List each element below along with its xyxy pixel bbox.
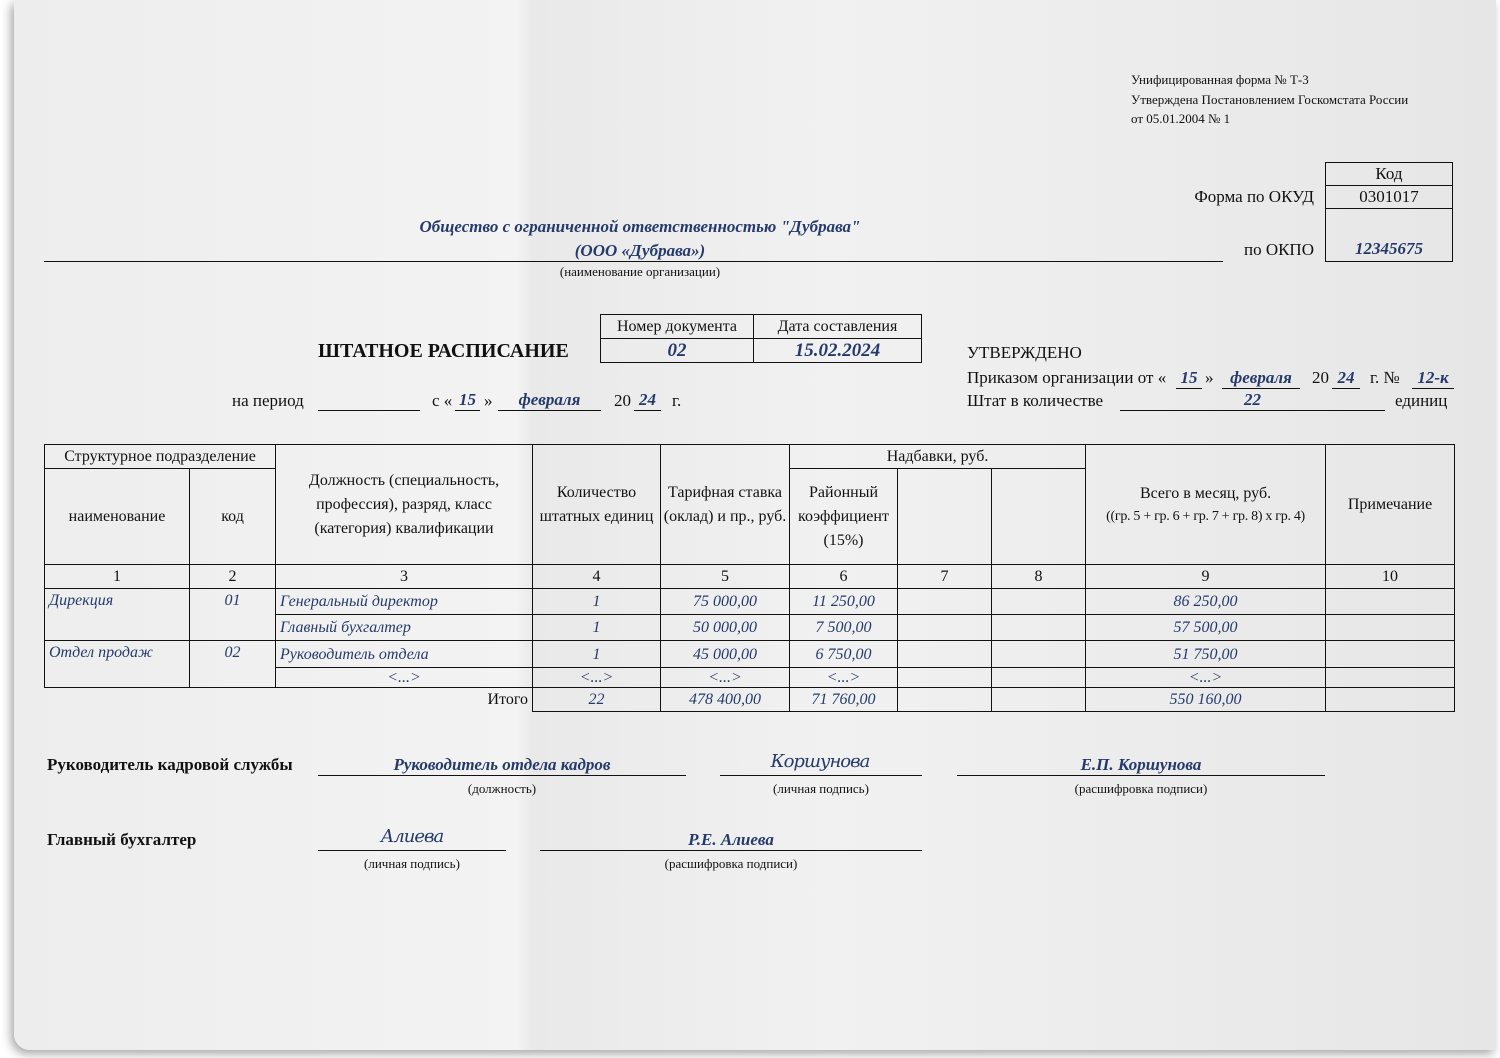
col-number: 9 xyxy=(1086,565,1326,589)
form-info-line: от 05.01.2004 № 1 xyxy=(1131,111,1231,126)
header-empty-8 xyxy=(992,469,1086,565)
total-cell: 51 750,00 xyxy=(1086,641,1326,668)
caption-decoding: (расшифровка подписи) xyxy=(1074,781,1208,796)
count-cell: 1 xyxy=(533,589,661,615)
dept-name: Дирекция xyxy=(45,589,190,641)
header-struct-unit: Структурное подразделение xyxy=(45,445,276,469)
hr-label: Руководитель кадровой службы xyxy=(47,755,293,774)
col-number: 7 xyxy=(898,565,992,589)
col-number: 4 xyxy=(533,565,661,589)
rate-cell: 45 000,00 xyxy=(661,641,790,668)
period-century: 20 xyxy=(614,391,631,410)
header-count: Количество штатных единиц xyxy=(533,445,661,565)
period-month-line xyxy=(498,410,601,411)
hr-name: Е.П. Коршунова xyxy=(1080,755,1202,774)
column-numbers-row xyxy=(45,565,1455,589)
doc-number: 02 xyxy=(601,339,754,363)
position-cell: Руководитель отдела xyxy=(276,641,533,668)
header-code: код xyxy=(190,469,276,565)
org-name-line2: (ООО «Дубрава») xyxy=(574,241,706,260)
code-header: Код xyxy=(1325,162,1453,186)
approved-year-suffix: г. № xyxy=(1370,368,1400,387)
period-blank-line xyxy=(318,410,420,411)
total-row xyxy=(45,688,1455,712)
caption-signature: (личная подпись) xyxy=(773,781,869,796)
caption-decoding: (расшифровка подписи) xyxy=(664,856,798,871)
total-sum: 550 160,00 xyxy=(1086,688,1326,712)
rate-cell: 50 000,00 xyxy=(661,615,790,641)
caption-signature: (личная подпись) xyxy=(364,856,460,871)
note-cell xyxy=(1326,615,1455,641)
header-position: Должность (специальность, профессия), разряд, класс (категория) квалификации xyxy=(276,445,533,565)
hr-position: Руководитель отдела кадров xyxy=(393,755,611,774)
approved-title: УТВЕРЖДЕНО xyxy=(967,343,1082,362)
empty-cell xyxy=(898,589,992,615)
total-cell: <...> xyxy=(1086,668,1326,688)
table-row xyxy=(45,589,1455,615)
table-row xyxy=(45,641,1455,668)
period-label: на период xyxy=(232,391,304,410)
hr-position-line xyxy=(318,775,686,776)
total-regional: 71 760,00 xyxy=(790,688,898,712)
regional-cell: 7 500,00 xyxy=(790,615,898,641)
form-info-line: Утверждена Постановлением Госкомстата России xyxy=(1131,91,1409,107)
header-allowances: Надбавки, руб. xyxy=(790,445,1086,469)
empty-cell xyxy=(898,641,992,668)
note-cell xyxy=(1326,589,1455,615)
total-cell: 57 500,00 xyxy=(1086,615,1326,641)
dept-code: 02 xyxy=(190,641,276,688)
empty-cell xyxy=(992,615,1086,641)
period-day-line xyxy=(455,410,480,411)
header-rate: Тарифная ставка (оклад) и пр., руб. xyxy=(661,445,790,565)
document-number-box xyxy=(600,314,922,363)
code-box xyxy=(1325,162,1453,262)
org-line xyxy=(44,261,1223,262)
okpo-label: по ОКПО xyxy=(1243,240,1314,259)
col-number: 5 xyxy=(661,565,790,589)
dept-code: 01 xyxy=(190,589,276,641)
approved-order-no: 12-к xyxy=(1417,368,1449,387)
total-rate: 478 400,00 xyxy=(661,688,790,712)
period-quote: » xyxy=(484,391,493,410)
staff-count: 22 xyxy=(1244,390,1261,409)
col-number: 3 xyxy=(276,565,533,589)
doc-date: 15.02.2024 xyxy=(754,339,922,363)
header-formula: ((гр. 5 + гр. 6 + гр. 7 + гр. 8) х гр. 4) xyxy=(1106,508,1305,524)
rate-cell: 75 000,00 xyxy=(661,589,790,615)
regional-cell: 11 250,00 xyxy=(790,589,898,615)
doc-date-label: Дата составления xyxy=(754,315,922,339)
approved-century: 20 xyxy=(1312,368,1329,387)
org-name-line1: Общество с ограниченной ответственностью "Дубрава" xyxy=(419,217,861,236)
count-cell: 1 xyxy=(533,641,661,668)
note-cell xyxy=(1326,668,1455,688)
staff-count-line xyxy=(1120,410,1385,411)
approved-day-line xyxy=(1176,388,1202,389)
period-year: 24 xyxy=(639,390,656,409)
header-note: Примечание xyxy=(1326,445,1455,565)
header-regional: Районный коэффициент (15%) xyxy=(790,469,898,565)
staff-units: единиц xyxy=(1395,391,1448,410)
col-number: 2 xyxy=(190,565,276,589)
hr-signature-line xyxy=(720,775,922,776)
hr-name-line xyxy=(957,775,1325,776)
approved-day: 15 xyxy=(1180,368,1198,387)
empty-cell xyxy=(992,589,1086,615)
acc-name: Р.Е. Алиева xyxy=(688,830,774,849)
acc-signature-line xyxy=(318,850,506,851)
col-number: 10 xyxy=(1326,565,1455,589)
acc-label: Главный бухгалтер xyxy=(47,830,197,849)
empty-cell xyxy=(898,615,992,641)
position-cell: <...> xyxy=(276,668,533,688)
org-caption: (наименование организации) xyxy=(559,264,721,279)
regional-cell: <...> xyxy=(790,668,898,688)
period-day: 15 xyxy=(459,390,476,409)
regional-cell: 6 750,00 xyxy=(790,641,898,668)
form-info xyxy=(1131,70,1408,129)
caption-position: (должность) xyxy=(467,781,537,796)
empty-cell xyxy=(898,688,992,712)
staff-label: Штат в количестве xyxy=(967,391,1104,410)
rate-cell: <...> xyxy=(661,668,790,688)
approved-order-text: Приказом организации от « xyxy=(967,368,1167,387)
total-cell: 86 250,00 xyxy=(1086,589,1326,615)
staff-table xyxy=(44,444,1455,712)
count-cell: <...> xyxy=(533,668,661,688)
count-cell: 1 xyxy=(533,615,661,641)
acc-signature: Алиева xyxy=(380,826,444,847)
col-number: 6 xyxy=(790,565,898,589)
period-from: с « xyxy=(432,391,453,410)
doc-number-label: Номер документа xyxy=(601,315,754,339)
approved-month-line xyxy=(1222,388,1300,389)
header-empty-7 xyxy=(898,469,992,565)
note-cell xyxy=(1326,688,1455,712)
empty-cell xyxy=(992,688,1086,712)
okpo-value: 12345675 xyxy=(1325,209,1453,262)
total-count: 22 xyxy=(533,688,661,712)
position-cell: Главный бухгалтер xyxy=(276,615,533,641)
approved-year-line xyxy=(1332,388,1360,389)
form-info-line: Унифицированная форма № Т-3 xyxy=(1131,72,1309,87)
period-year-line xyxy=(634,410,661,411)
total-label: Итого xyxy=(45,688,533,712)
note-cell xyxy=(1326,641,1455,668)
okud-value: 0301017 xyxy=(1325,186,1453,209)
document-title: ШТАТНОЕ РАСПИСАНИЕ xyxy=(318,340,569,362)
okud-label: Форма по ОКУД xyxy=(1194,187,1314,206)
empty-cell xyxy=(898,668,992,688)
header-name: наименование xyxy=(45,469,190,565)
empty-cell xyxy=(992,668,1086,688)
approved-year: 24 xyxy=(1337,368,1355,387)
empty-cell xyxy=(992,641,1086,668)
dept-name: Отдел продаж xyxy=(45,641,190,688)
col-number: 1 xyxy=(45,565,190,589)
header-total-label: Всего в месяц, руб. xyxy=(1139,484,1272,502)
header-total-month xyxy=(1086,445,1326,565)
acc-name-line xyxy=(540,850,922,851)
approved-order-no-line xyxy=(1412,388,1454,389)
approved-month: февраля xyxy=(1230,368,1292,387)
position-cell: Генеральный директор xyxy=(276,589,533,615)
period-month: февраля xyxy=(518,390,581,409)
approved-quote: » xyxy=(1205,368,1214,387)
col-number: 8 xyxy=(992,565,1086,589)
period-year-suffix: г. xyxy=(672,391,682,410)
hr-signature: Коршунова xyxy=(770,751,870,772)
